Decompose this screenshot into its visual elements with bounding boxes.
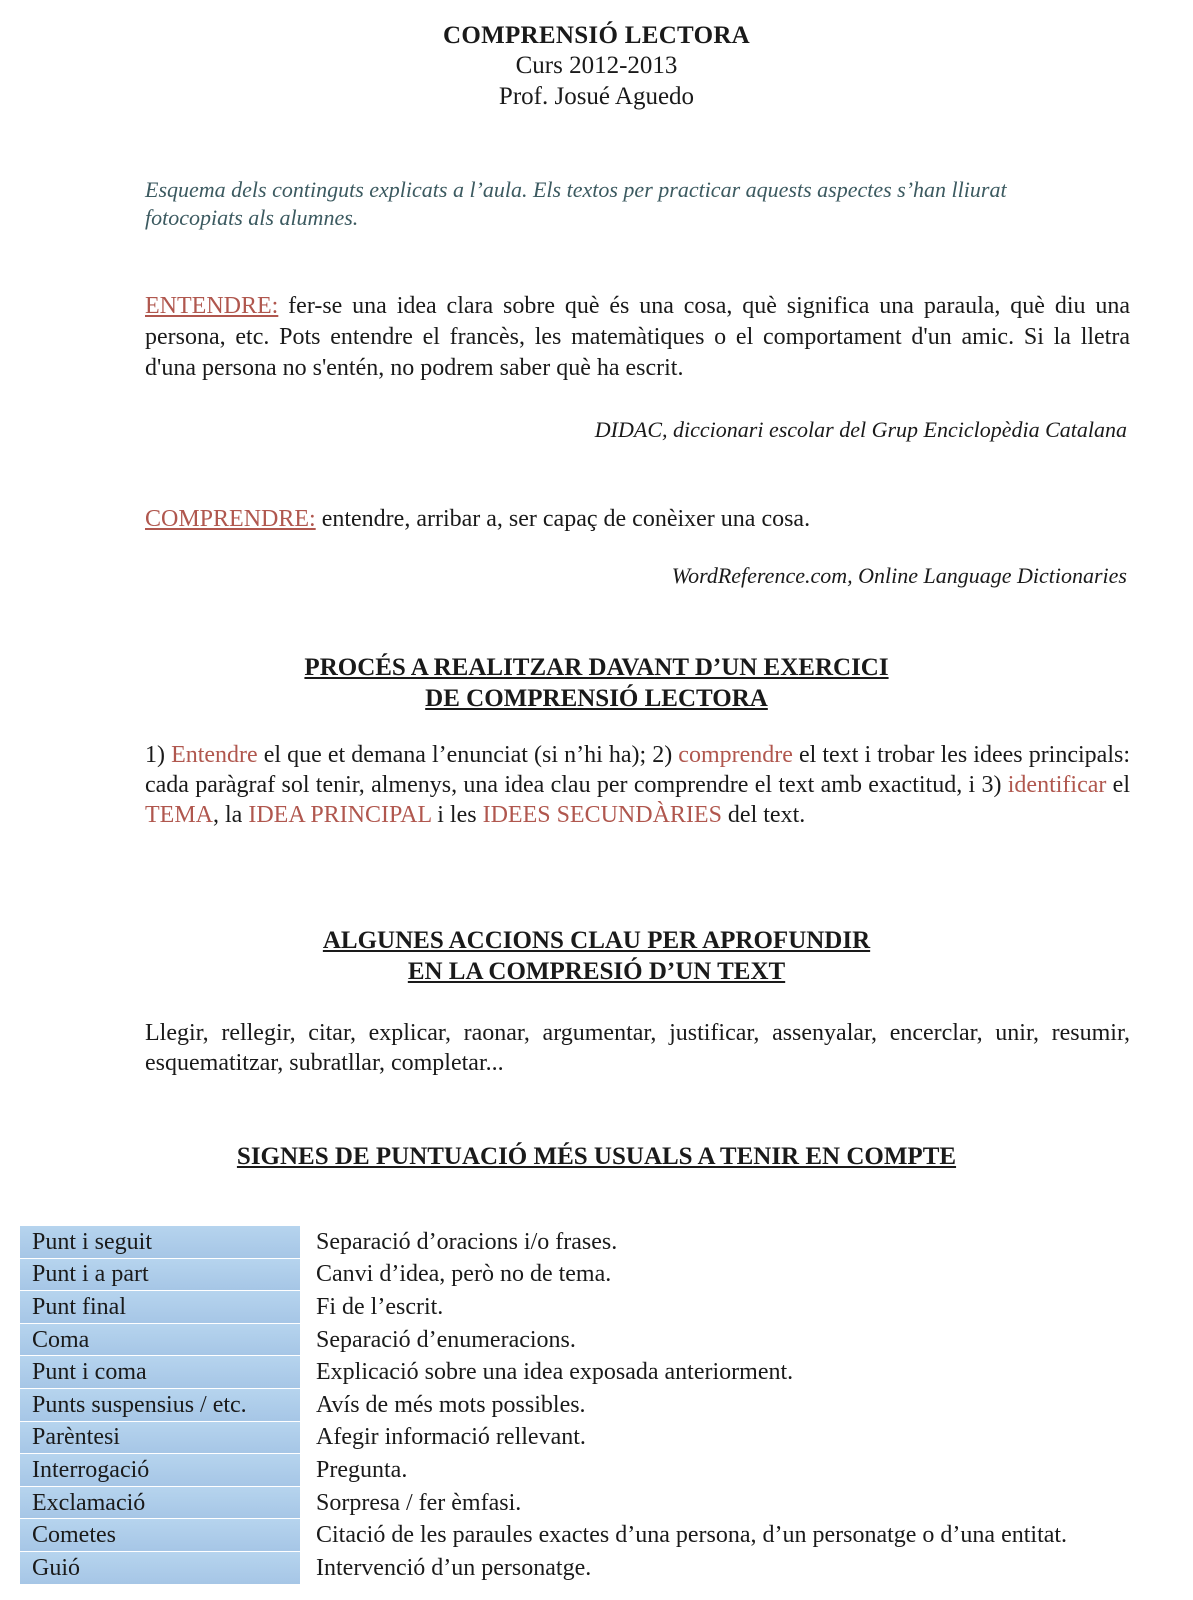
punctuation-sign-cell: Exclamació: [20, 1487, 300, 1520]
table-row: [20, 1422, 1180, 1455]
table-row: [20, 1324, 1180, 1357]
punctuation-sign-cell: Coma: [20, 1324, 300, 1357]
heading-line: SIGNES DE PUNTUACIÓ MÉS USUALS A TENIR EN COMPTE: [236, 1143, 957, 1170]
definition-entendre: [145, 291, 1130, 384]
punctuation-sign-cell: Punt i seguit: [20, 1226, 300, 1259]
punctuation-use-cell: Separació d’enumeracions.: [316, 1326, 576, 1353]
keyword: identificar: [1007, 772, 1107, 798]
punctuation-sign-cell: Punt i a part: [20, 1259, 300, 1292]
punctuation-sign-cell: Interrogació: [20, 1454, 300, 1487]
course-year: Curs 2012-2013: [515, 52, 678, 79]
punctuation-sign-cell: Cometes: [20, 1519, 300, 1552]
definition-comprendre: [145, 504, 1130, 535]
table-row: [20, 1389, 1180, 1422]
table-row: [20, 1226, 1180, 1259]
punctuation-use-cell: Citació de les paraules exactes d’una persona, d’un personatge o d’una entitat.: [316, 1522, 1068, 1549]
keyword: comprendre: [678, 742, 793, 768]
heading-line: EN LA COMPRESIÓ D’UN TEXT: [407, 958, 786, 985]
table-row: [20, 1487, 1180, 1520]
punctuation-sign-cell: Punts suspensius / etc.: [20, 1389, 300, 1422]
section-heading-process: [0, 652, 1193, 714]
table-row: [20, 1454, 1180, 1487]
keyword: IDEA PRINCIPAL: [248, 802, 432, 828]
table-row: [20, 1291, 1180, 1324]
punctuation-use-cell: Sorpresa / fer èmfasi.: [316, 1489, 522, 1516]
definition-term: COMPRENDRE:: [145, 506, 316, 532]
heading-line: PROCÉS A REALITZAR DAVANT D’UN EXERCICI: [304, 654, 889, 681]
punctuation-sign-cell: Punt i coma: [20, 1356, 300, 1389]
punctuation-use-cell: Avís de més mots possibles.: [316, 1391, 586, 1418]
keyword: Entendre: [171, 742, 258, 768]
section-heading-actions: [0, 925, 1193, 987]
table-row: [20, 1259, 1180, 1292]
definition-text: entendre, arribar a, ser capaç de conèixer una cosa.: [315, 506, 811, 532]
document-title: COMPRENSIÓ LECTORA: [442, 22, 751, 49]
punctuation-sign-cell: Guió: [20, 1552, 300, 1585]
keyword: IDEES SECUNDÀRIES: [482, 802, 722, 828]
table-row: [20, 1519, 1180, 1552]
punctuation-use-cell: Separació d’oracions i/o frases.: [316, 1228, 618, 1255]
keyword: TEMA: [145, 802, 213, 828]
punctuation-use-cell: Explicació sobre una idea exposada anteriorment.: [316, 1359, 794, 1386]
teacher-name: Prof. Josué Aguedo: [498, 83, 695, 110]
table-row: [20, 1552, 1180, 1585]
punctuation-use-cell: Canvi d’idea, però no de tema.: [316, 1261, 612, 1288]
punctuation-sign-cell: Punt final: [20, 1291, 300, 1324]
text-run: , la: [213, 802, 249, 828]
text-run: i les: [431, 802, 483, 828]
punctuation-sign-cell: Parèntesi: [20, 1422, 300, 1455]
heading-line: ALGUNES ACCIONS CLAU PER APROFUNDIR: [322, 927, 871, 954]
text-run: 1): [145, 742, 172, 768]
punctuation-use-cell: Pregunta.: [316, 1456, 408, 1483]
text-run: el que et demana l’enunciat (si n’hi ha); 2): [257, 742, 679, 768]
text-run: del text.: [721, 802, 806, 828]
text-run: el: [1106, 772, 1130, 798]
definition-source: DIDAC, diccionari escolar del Grup Enciclopèdia Catalana: [594, 417, 1127, 442]
actions-paragraph: Llegir, rellegir, citar, explicar, raonar, argumentar, justificar, assenyalar, encerclar, unir, resumir, esquematitzar, subratllar, completar...: [145, 1020, 1130, 1076]
punctuation-use-cell: Fi de l’escrit.: [316, 1293, 444, 1320]
definition-source: WordReference.com, Online Language Dictionaries: [671, 563, 1127, 588]
definition-term: ENTENDRE:: [145, 293, 279, 319]
table-row: [20, 1356, 1180, 1389]
punctuation-table: [20, 1226, 1180, 1585]
heading-line: DE COMPRENSIÓ LECTORA: [425, 685, 768, 712]
text-run: el text i trobar les idees principals: cada paràgraf sol tenir, almenys, una idea clau per comprendre el text amb exactitud, i 3): [145, 742, 1130, 798]
intro-note: Esquema dels continguts explicats a l’aula. Els textos per practicar aquests aspectes s’han lliurat fotocopiats als alumnes.: [145, 177, 1007, 230]
definition-text: fer-se una idea clara sobre què és una cosa, què significa una paraula, què diu una persona, etc. Pots entendre el francès, les matemàtiques o el comportament d'un amic. Si la lletra d'una persona no s'entén, no podrem saber què ha escrit.: [145, 293, 1130, 381]
section-heading-punctuation: [0, 1141, 1193, 1172]
punctuation-use-cell: Intervenció d’un personatge.: [316, 1554, 592, 1581]
process-paragraph: [145, 740, 1130, 830]
punctuation-use-cell: Afegir informació rellevant.: [316, 1424, 586, 1451]
